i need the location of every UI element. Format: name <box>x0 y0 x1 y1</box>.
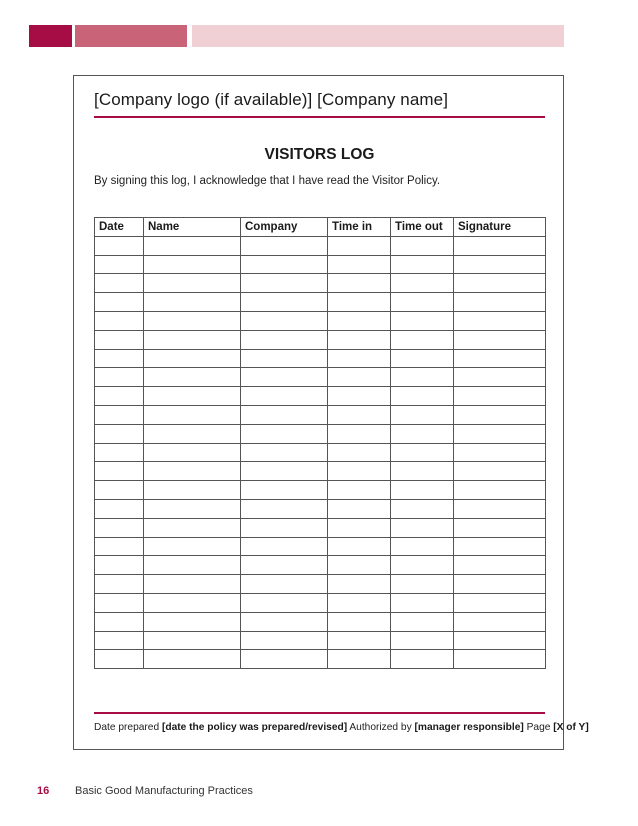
date-prepared-label: Date prepared <box>94 722 162 733</box>
table-cell <box>454 631 546 650</box>
table-cell <box>95 443 144 462</box>
table-cell <box>241 443 328 462</box>
column-header-signature: Signature <box>454 218 546 237</box>
column-header-time-in: Time in <box>328 218 391 237</box>
table-cell <box>144 593 241 612</box>
table-cell <box>95 462 144 481</box>
table-cell <box>241 255 328 274</box>
table-cell <box>95 387 144 406</box>
table-cell <box>391 593 454 612</box>
table-row <box>95 424 546 443</box>
table-cell <box>454 330 546 349</box>
table-row <box>95 387 546 406</box>
table-cell <box>328 537 391 556</box>
table-cell <box>95 330 144 349</box>
table-cell <box>241 293 328 312</box>
table-cell <box>241 556 328 575</box>
table-cell <box>328 405 391 424</box>
table-cell <box>391 330 454 349</box>
table-cell <box>144 330 241 349</box>
table-cell <box>391 462 454 481</box>
table-cell <box>391 518 454 537</box>
table-cell <box>391 631 454 650</box>
book-title: Basic Good Manufacturing Practices <box>75 785 253 797</box>
table-cell <box>454 612 546 631</box>
table-cell <box>328 236 391 255</box>
table-cell <box>328 631 391 650</box>
table-row <box>95 405 546 424</box>
table-cell <box>241 499 328 518</box>
table-cell <box>328 481 391 500</box>
table-cell <box>454 593 546 612</box>
table-cell <box>241 368 328 387</box>
table-cell <box>328 575 391 594</box>
table-cell <box>241 274 328 293</box>
table-cell <box>328 462 391 481</box>
table-cell <box>95 612 144 631</box>
table-cell <box>241 405 328 424</box>
table-cell <box>454 575 546 594</box>
column-header-company: Company <box>241 218 328 237</box>
header-color-band-light <box>192 25 564 47</box>
table-cell <box>241 236 328 255</box>
authorized-by-label: Authorized by <box>347 722 415 733</box>
table-cell <box>241 311 328 330</box>
table-row <box>95 650 546 669</box>
table-cell <box>144 556 241 575</box>
table-cell <box>95 575 144 594</box>
table-cell <box>391 236 454 255</box>
table-row <box>95 349 546 368</box>
table-cell <box>454 387 546 406</box>
table-cell <box>328 499 391 518</box>
table-cell <box>391 349 454 368</box>
table-cell <box>328 518 391 537</box>
table-cell <box>328 593 391 612</box>
table-cell <box>241 349 328 368</box>
footer-divider <box>94 712 545 714</box>
column-header-time-out: Time out <box>391 218 454 237</box>
table-cell <box>95 311 144 330</box>
table-cell <box>95 255 144 274</box>
table-row <box>95 575 546 594</box>
table-cell <box>391 537 454 556</box>
table-cell <box>95 537 144 556</box>
table-cell <box>95 424 144 443</box>
table-cell <box>328 368 391 387</box>
table-cell <box>144 443 241 462</box>
table-cell <box>144 424 241 443</box>
table-cell <box>144 293 241 312</box>
table-cell <box>454 274 546 293</box>
table-cell <box>328 255 391 274</box>
table-row <box>95 311 546 330</box>
page-number: 16 <box>37 785 50 797</box>
table-cell <box>454 499 546 518</box>
table-cell <box>144 274 241 293</box>
table-cell <box>144 255 241 274</box>
table-cell <box>454 650 546 669</box>
table-cell <box>241 330 328 349</box>
table-row <box>95 236 546 255</box>
table-cell <box>454 255 546 274</box>
table-cell <box>391 499 454 518</box>
table-row <box>95 462 546 481</box>
table-cell <box>241 650 328 669</box>
table-cell <box>328 274 391 293</box>
table-cell <box>144 518 241 537</box>
table-cell <box>454 293 546 312</box>
table-cell <box>328 556 391 575</box>
table-cell <box>391 443 454 462</box>
page-label: Page <box>523 722 554 733</box>
table-cell <box>95 650 144 669</box>
table-cell <box>95 274 144 293</box>
table-cell <box>144 349 241 368</box>
table-cell <box>328 311 391 330</box>
header-color-band-medium <box>75 25 187 47</box>
table-cell <box>391 556 454 575</box>
table-cell <box>95 236 144 255</box>
table-cell <box>391 293 454 312</box>
table-cell <box>391 274 454 293</box>
table-row <box>95 330 546 349</box>
table-row <box>95 612 546 631</box>
table-cell <box>144 537 241 556</box>
table-cell <box>454 481 546 500</box>
table-cell <box>144 236 241 255</box>
table-cell <box>391 424 454 443</box>
table-row <box>95 499 546 518</box>
table-row <box>95 631 546 650</box>
table-cell <box>328 349 391 368</box>
table-cell <box>95 405 144 424</box>
table-cell <box>241 518 328 537</box>
table-cell <box>95 593 144 612</box>
table-cell <box>144 368 241 387</box>
table-cell <box>391 650 454 669</box>
table-cell <box>144 631 241 650</box>
table-cell <box>241 424 328 443</box>
table-row <box>95 481 546 500</box>
table-cell <box>391 255 454 274</box>
table-cell <box>241 593 328 612</box>
table-cell <box>454 556 546 575</box>
table-cell <box>144 499 241 518</box>
table-cell <box>95 349 144 368</box>
header-color-band-dark <box>29 25 72 47</box>
table-cell <box>241 387 328 406</box>
table-row <box>95 368 546 387</box>
table-cell <box>454 424 546 443</box>
table-row <box>95 518 546 537</box>
table-cell <box>95 631 144 650</box>
table-cell <box>454 443 546 462</box>
table-cell <box>454 518 546 537</box>
table-cell <box>454 349 546 368</box>
table-cell <box>391 575 454 594</box>
column-header-date: Date <box>95 218 144 237</box>
table-cell <box>144 575 241 594</box>
table-cell <box>144 311 241 330</box>
table-cell <box>328 330 391 349</box>
date-prepared-value: [date the policy was prepared/revised] <box>161 722 348 733</box>
table-cell <box>454 368 546 387</box>
table-cell <box>241 481 328 500</box>
table-row <box>95 593 546 612</box>
table-row <box>95 274 546 293</box>
visitor-log-body <box>95 236 546 668</box>
table-cell <box>95 518 144 537</box>
table-cell <box>95 499 144 518</box>
authorized-by-value: [manager responsible] <box>414 722 524 733</box>
table-cell <box>328 650 391 669</box>
table-cell <box>391 612 454 631</box>
table-cell <box>328 424 391 443</box>
table-cell <box>144 387 241 406</box>
table-row <box>95 293 546 312</box>
table-row <box>95 537 546 556</box>
table-cell <box>144 462 241 481</box>
table-cell <box>391 387 454 406</box>
table-cell <box>454 405 546 424</box>
table-cell <box>328 387 391 406</box>
table-cell <box>144 405 241 424</box>
table-cell <box>95 368 144 387</box>
table-cell <box>328 443 391 462</box>
table-cell <box>95 293 144 312</box>
table-cell <box>144 612 241 631</box>
table-cell <box>241 462 328 481</box>
table-cell <box>454 311 546 330</box>
table-cell <box>241 612 328 631</box>
column-header-name: Name <box>144 218 241 237</box>
table-cell <box>328 293 391 312</box>
acknowledgement-text: By signing this log, I acknowledge that I have read the Visitor Policy. <box>94 175 441 187</box>
table-cell <box>328 612 391 631</box>
table-cell <box>454 537 546 556</box>
table-cell <box>454 236 546 255</box>
page-value: [X of Y] <box>553 722 589 733</box>
table-cell <box>391 481 454 500</box>
table-row <box>95 255 546 274</box>
table-cell <box>95 481 144 500</box>
table-cell <box>144 650 241 669</box>
table-cell <box>241 575 328 594</box>
table-header-row <box>95 218 546 237</box>
table-cell <box>241 631 328 650</box>
table-row <box>95 443 546 462</box>
header-divider <box>94 116 545 118</box>
table-row <box>95 556 546 575</box>
table-cell <box>391 311 454 330</box>
table-cell <box>144 481 241 500</box>
table-cell <box>95 556 144 575</box>
visitor-log-table <box>94 217 546 669</box>
table-cell <box>241 537 328 556</box>
table-cell <box>391 405 454 424</box>
form-footer <box>94 722 589 733</box>
document-title: VISITORS LOG <box>264 146 375 163</box>
company-header: [Company logo (if available)] [Company name] <box>94 90 449 109</box>
table-cell <box>454 462 546 481</box>
table-cell <box>391 368 454 387</box>
